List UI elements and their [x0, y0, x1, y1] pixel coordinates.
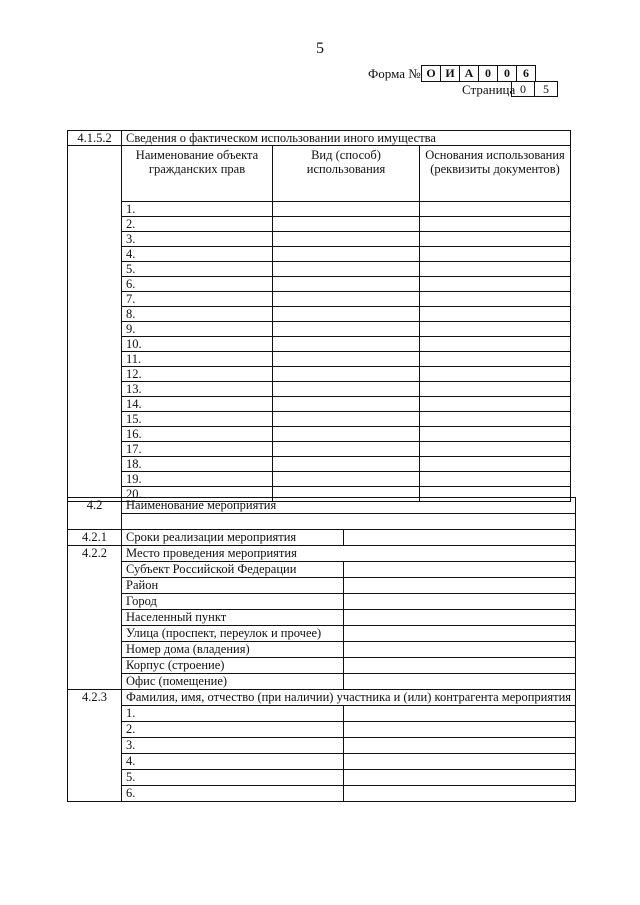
column-header-usage-basis: Основания использования (реквизиты документов)	[420, 146, 571, 202]
table-row	[68, 352, 571, 367]
table-row	[68, 674, 576, 690]
section-number: 4.1.5.2	[68, 131, 122, 146]
table-row	[68, 217, 571, 232]
table-row	[68, 738, 576, 754]
row-number[interactable]: 5.	[122, 262, 273, 277]
usage-type-cell[interactable]	[273, 247, 420, 262]
usage-type-cell[interactable]	[273, 202, 420, 217]
location-field-label: Город	[122, 594, 344, 610]
usage-basis-cell[interactable]	[420, 442, 571, 457]
table-row	[68, 706, 576, 722]
location-field-label: Субъект Российской Федерации	[122, 562, 344, 578]
location-field-value[interactable]	[344, 642, 576, 658]
row-number[interactable]: 3.	[122, 232, 273, 247]
row-number[interactable]: 16.	[122, 427, 273, 442]
section-number: 4.2.3	[68, 690, 122, 802]
section-title: Сведения о фактическом использовании иного имущества	[122, 131, 571, 146]
location-field-value[interactable]	[344, 658, 576, 674]
usage-type-cell[interactable]	[273, 412, 420, 427]
row-number[interactable]: 2.	[122, 217, 273, 232]
table-row	[68, 337, 571, 352]
section-title: Наименование мероприятия	[122, 498, 576, 514]
table-row	[68, 472, 571, 487]
table-row	[68, 412, 571, 427]
table-row	[68, 367, 571, 382]
usage-basis-cell[interactable]	[420, 457, 571, 472]
usage-basis-cell[interactable]	[420, 247, 571, 262]
form-code-cell: А	[459, 65, 479, 82]
usage-basis-cell[interactable]	[420, 202, 571, 217]
usage-type-cell[interactable]	[273, 427, 420, 442]
usage-type-cell[interactable]	[273, 442, 420, 457]
section-number: 4.2.2	[68, 546, 122, 690]
table-row	[68, 770, 576, 786]
table-row	[68, 382, 571, 397]
row-number[interactable]: 15.	[122, 412, 273, 427]
participant-row-number[interactable]: 6.	[122, 786, 344, 802]
section-title: Место проведения мероприятия	[122, 546, 576, 562]
participant-row-number[interactable]: 1.	[122, 706, 344, 722]
usage-basis-cell[interactable]	[420, 307, 571, 322]
usage-basis-cell[interactable]	[420, 292, 571, 307]
form-code-cell: 6	[516, 65, 536, 82]
row-number[interactable]: 1.	[122, 202, 273, 217]
row-number[interactable]: 19.	[122, 472, 273, 487]
usage-basis-cell[interactable]	[420, 352, 571, 367]
row-number[interactable]: 17.	[122, 442, 273, 457]
table-row	[68, 722, 576, 738]
table-row	[68, 202, 571, 217]
usage-basis-cell[interactable]	[420, 397, 571, 412]
page-label: Страница	[462, 82, 516, 97]
participant-value[interactable]	[344, 706, 576, 722]
location-field-label: Населенный пункт	[122, 610, 344, 626]
location-field-label: Корпус (строение)	[122, 658, 344, 674]
row-number[interactable]: 11.	[122, 352, 273, 367]
usage-type-cell[interactable]	[273, 457, 420, 472]
column-header-object-name: Наименование объекта гражданских прав	[122, 146, 273, 202]
location-field-value[interactable]	[344, 626, 576, 642]
form-code-cell: О	[421, 65, 441, 82]
location-field-value[interactable]	[344, 674, 576, 690]
usage-type-cell[interactable]	[273, 307, 420, 322]
usage-basis-cell[interactable]	[420, 217, 571, 232]
row-number[interactable]: 7.	[122, 292, 273, 307]
event-name-value[interactable]	[122, 514, 576, 530]
participant-row-number[interactable]: 5.	[122, 770, 344, 786]
participant-value[interactable]	[344, 754, 576, 770]
page-code-cell: 5	[534, 81, 558, 97]
section-number-spacer	[68, 146, 122, 502]
table-row	[68, 642, 576, 658]
table-row	[68, 427, 571, 442]
column-header-usage-type: Вид (способ) использования	[273, 146, 420, 202]
usage-type-cell[interactable]	[273, 277, 420, 292]
event-dates-value[interactable]	[344, 530, 576, 546]
usage-type-cell[interactable]	[273, 217, 420, 232]
section-number: 4.2	[68, 498, 122, 530]
participant-value[interactable]	[344, 770, 576, 786]
location-field-value[interactable]	[344, 578, 576, 594]
row-number[interactable]: 8.	[122, 307, 273, 322]
table-row	[68, 247, 571, 262]
location-field-value[interactable]	[344, 562, 576, 578]
row-number[interactable]: 4.	[122, 247, 273, 262]
table-row	[68, 307, 571, 322]
usage-type-cell[interactable]	[273, 232, 420, 247]
form-number-label: Форма №	[368, 66, 421, 81]
usage-basis-cell[interactable]	[420, 322, 571, 337]
row-number[interactable]: 13.	[122, 382, 273, 397]
location-field-value[interactable]	[344, 594, 576, 610]
usage-type-cell[interactable]	[273, 337, 420, 352]
usage-basis-cell[interactable]	[420, 427, 571, 442]
usage-basis-cell[interactable]	[420, 277, 571, 292]
usage-type-cell[interactable]	[273, 397, 420, 412]
section-title: Сроки реализации мероприятия	[122, 530, 344, 546]
row-number[interactable]: 9.	[122, 322, 273, 337]
other-property-usage-table	[67, 130, 571, 502]
form-code-cell: И	[440, 65, 460, 82]
row-number[interactable]: 6.	[122, 277, 273, 292]
page-code-cell: 0	[511, 81, 535, 97]
participant-value[interactable]	[344, 786, 576, 802]
page-code-box	[512, 81, 558, 97]
usage-type-cell[interactable]	[273, 292, 420, 307]
table-row	[68, 457, 571, 472]
table-row	[68, 292, 571, 307]
row-number[interactable]: 12.	[122, 367, 273, 382]
row-number[interactable]: 10.	[122, 337, 273, 352]
usage-type-cell[interactable]	[273, 382, 420, 397]
participant-row-number[interactable]: 4.	[122, 754, 344, 770]
participant-row-number[interactable]: 2.	[122, 722, 344, 738]
location-field-label: Район	[122, 578, 344, 594]
usage-type-cell[interactable]	[273, 262, 420, 277]
table-row	[68, 610, 576, 626]
participant-value[interactable]	[344, 722, 576, 738]
table-row	[68, 322, 571, 337]
table-row	[68, 626, 576, 642]
location-field-label: Офис (помещение)	[122, 674, 344, 690]
table-row	[68, 442, 571, 457]
table-row	[68, 658, 576, 674]
table-row	[68, 232, 571, 247]
usage-type-cell[interactable]	[273, 367, 420, 382]
event-table	[67, 497, 576, 802]
form-code-cell: 0	[497, 65, 517, 82]
section-number: 4.2.1	[68, 530, 122, 546]
section-title: Фамилия, имя, отчество (при наличии) участника и (или) контрагента мероприятия	[122, 690, 576, 706]
usage-basis-cell[interactable]	[420, 367, 571, 382]
table-row	[68, 262, 571, 277]
table-row	[68, 397, 571, 412]
usage-basis-cell[interactable]	[420, 472, 571, 487]
usage-basis-cell[interactable]	[420, 262, 571, 277]
participant-value[interactable]	[344, 738, 576, 754]
location-field-value[interactable]	[344, 610, 576, 626]
table-row	[68, 754, 576, 770]
table-row	[68, 594, 576, 610]
usage-type-cell[interactable]	[273, 472, 420, 487]
location-field-label: Улица (проспект, переулок и прочее)	[122, 626, 344, 642]
usage-basis-cell[interactable]	[420, 382, 571, 397]
location-field-label: Номер дома (владения)	[122, 642, 344, 658]
table-row	[68, 562, 576, 578]
form-code-cell: 0	[478, 65, 498, 82]
form-code-box	[422, 65, 536, 82]
usage-type-cell[interactable]	[273, 352, 420, 367]
usage-basis-cell[interactable]	[420, 337, 571, 352]
row-number[interactable]: 14.	[122, 397, 273, 412]
usage-type-cell[interactable]	[273, 322, 420, 337]
row-number[interactable]: 20.	[122, 487, 273, 502]
usage-basis-cell[interactable]	[420, 232, 571, 247]
table-row	[68, 578, 576, 594]
row-number[interactable]: 18.	[122, 457, 273, 472]
usage-basis-cell[interactable]	[420, 412, 571, 427]
table-row	[68, 277, 571, 292]
page-number: 5	[316, 40, 324, 57]
participant-row-number[interactable]: 3.	[122, 738, 344, 754]
table-row	[68, 786, 576, 802]
